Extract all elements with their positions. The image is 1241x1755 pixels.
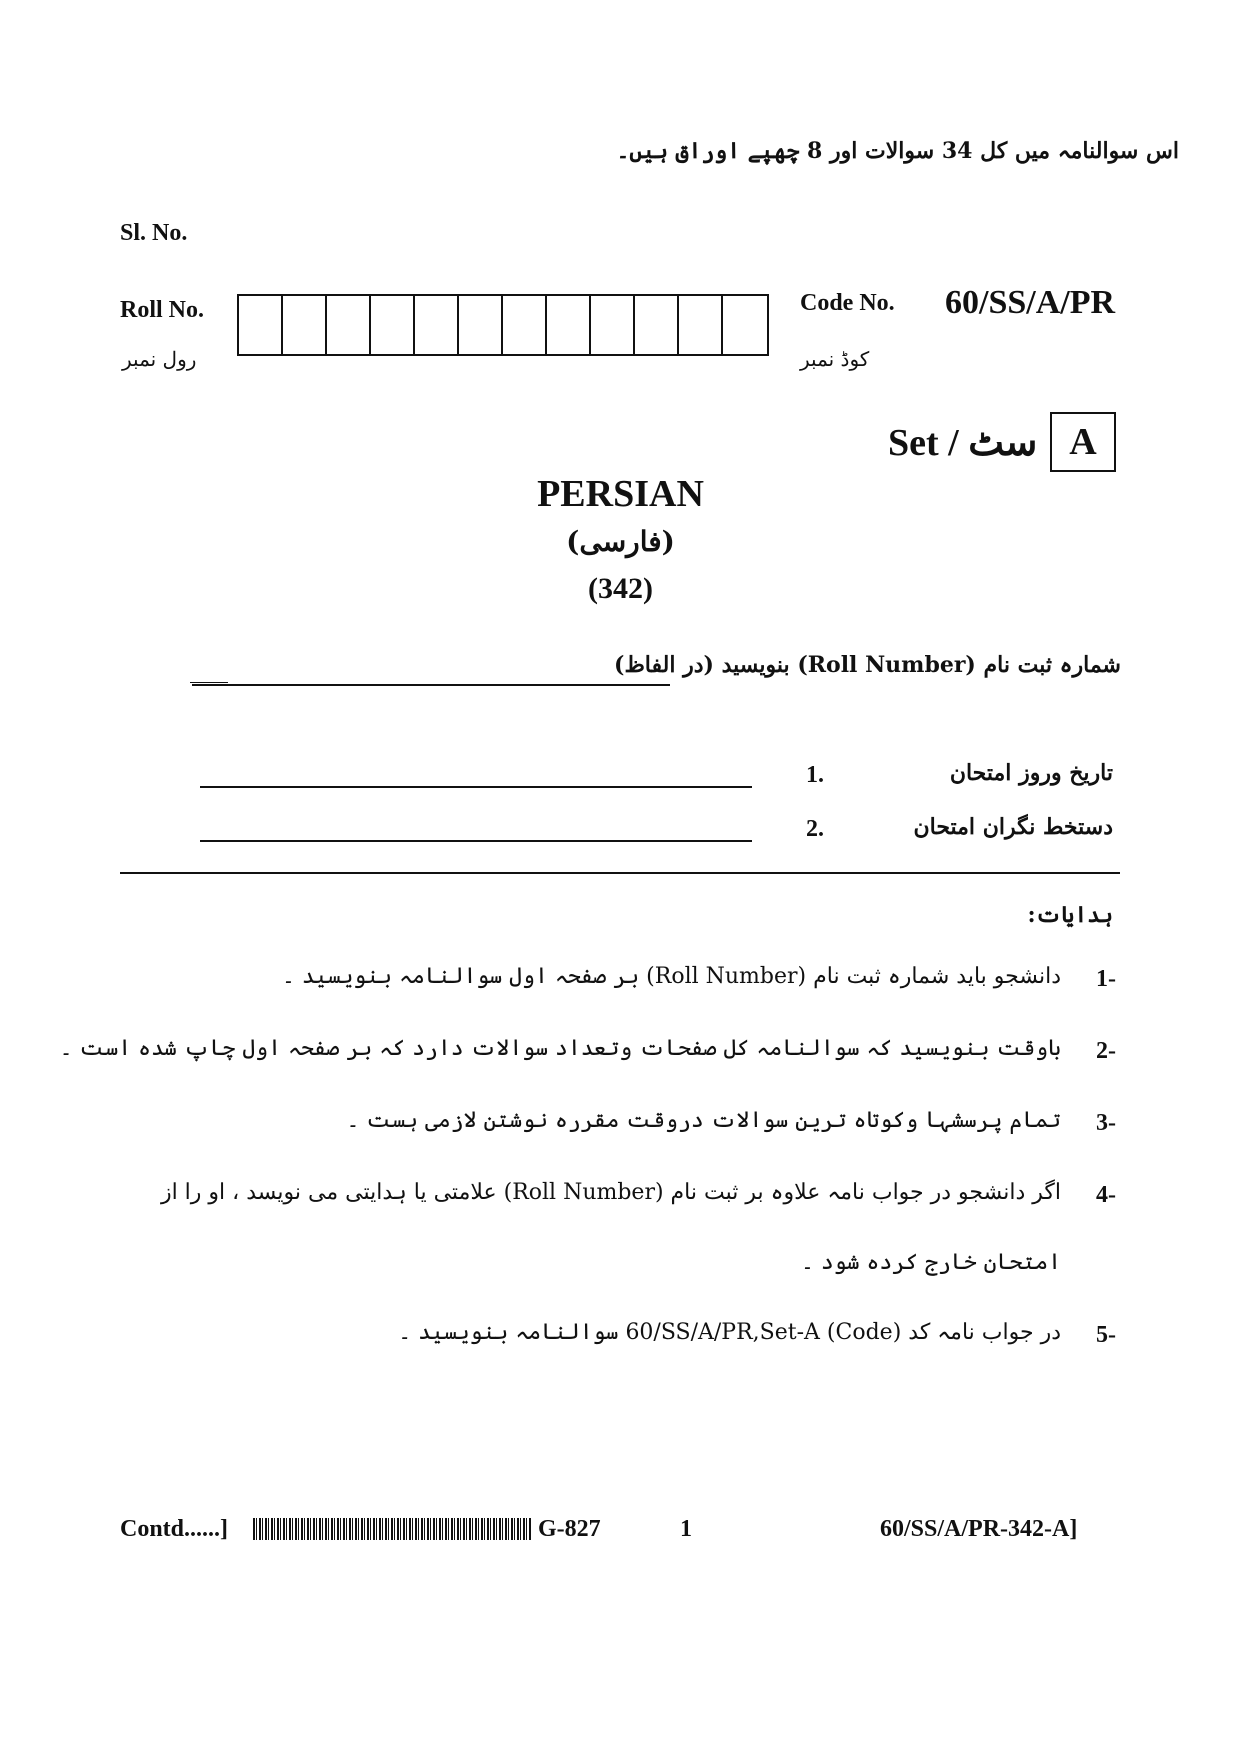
instruction-text: دانشجو باید شمارہ ثبت نام (Roll Number) بر صفحہ اول سوالنامہ بنویسید ۔ bbox=[281, 964, 1061, 989]
barcode bbox=[253, 1518, 531, 1540]
code-number-label: Code No. bbox=[800, 290, 895, 316]
serial-number-label: Sl. No. bbox=[120, 220, 188, 246]
code-number-value: 60/SS/A/PR bbox=[945, 284, 1116, 321]
answer-line[interactable] bbox=[190, 682, 228, 683]
instruction-text: باوقت بنویسید کہ سوالنامہ کل صفحات وتعداد سوالات دارد کہ بر صفحہ اول چاپ شدہ است ۔ bbox=[59, 1036, 1061, 1061]
continued-label: Contd......] bbox=[120, 1516, 229, 1542]
divider bbox=[120, 872, 1120, 874]
instruction-number: 1- bbox=[1096, 966, 1116, 992]
instruction-number: 2- bbox=[1096, 1038, 1116, 1064]
roll-digit-box[interactable] bbox=[283, 296, 327, 354]
roll-digit-box[interactable] bbox=[371, 296, 415, 354]
set-value-box: A bbox=[1050, 412, 1116, 472]
barcode-label: G-827 bbox=[538, 1516, 601, 1542]
page-number: 1 bbox=[680, 1516, 692, 1542]
roll-digit-box[interactable] bbox=[415, 296, 459, 354]
instructions-title: ہدایات: bbox=[1027, 902, 1113, 928]
instruction-text: تمام پرسشہا وکوتاہ ترین سوالات دروقت مقررہ نوشتن لازمی ہست ۔ bbox=[346, 1108, 1061, 1133]
exam-date-line[interactable] bbox=[200, 786, 752, 788]
roll-number-boxes[interactable] bbox=[237, 294, 769, 356]
roll-digit-box[interactable] bbox=[547, 296, 591, 354]
roll-number-words-line[interactable] bbox=[192, 684, 670, 686]
roll-number-in-words-label: شمارہ ثبت نام (Roll Number) بنویسید (در الفاظ) bbox=[614, 652, 1121, 678]
question-count-note: اس سوالنامہ میں کل 34 سوالات اور 8 چھپے اوراق ہیں۔ bbox=[616, 138, 1179, 164]
instruction-text: اگر دانشجو در جواب نامہ علاوہ بر ثبت نام (Roll Number) علامتی یا ہدایتی می نویسد ، او را از bbox=[160, 1180, 1061, 1205]
set-label: Set / سٹ bbox=[888, 422, 1038, 464]
roll-number-urdu-label: رول نمبر bbox=[122, 347, 197, 371]
field-number: 2. bbox=[806, 816, 824, 842]
instruction-number: 5- bbox=[1096, 1322, 1116, 1348]
invigilator-signature-label: دستخط نگران امتحان bbox=[913, 814, 1113, 840]
roll-digit-box[interactable] bbox=[459, 296, 503, 354]
subject-native-title: (فارسی) bbox=[566, 525, 675, 558]
instruction-number: 4- bbox=[1096, 1182, 1116, 1208]
roll-digit-box[interactable] bbox=[723, 296, 767, 354]
roll-digit-box[interactable] bbox=[679, 296, 723, 354]
field-number: 1. bbox=[806, 762, 824, 788]
roll-digit-box[interactable] bbox=[327, 296, 371, 354]
instruction-number: 3- bbox=[1096, 1110, 1116, 1136]
exam-date-label: تاریخ وروز امتحان bbox=[949, 760, 1113, 786]
instruction-text: در جواب نامہ کد (Code) 60/SS/A/PR,Set-A سوالنامہ بنویسید ۔ bbox=[398, 1320, 1061, 1345]
roll-number-label: Roll No. bbox=[120, 297, 204, 323]
instruction-text-continued: امتحان خارج کردہ شود ۔ bbox=[800, 1250, 1061, 1275]
roll-digit-box[interactable] bbox=[239, 296, 283, 354]
roll-digit-box[interactable] bbox=[635, 296, 679, 354]
subject-title-block bbox=[0, 470, 1241, 612]
subject-title: PERSIAN bbox=[537, 473, 704, 515]
paper-code: 60/SS/A/PR-342-A] bbox=[880, 1516, 1078, 1542]
roll-digit-box[interactable] bbox=[591, 296, 635, 354]
subject-code: (342) bbox=[588, 572, 653, 605]
code-number-urdu-label: کوڈ نمبر bbox=[800, 347, 870, 371]
invigilator-signature-line[interactable] bbox=[200, 840, 752, 842]
roll-digit-box[interactable] bbox=[503, 296, 547, 354]
